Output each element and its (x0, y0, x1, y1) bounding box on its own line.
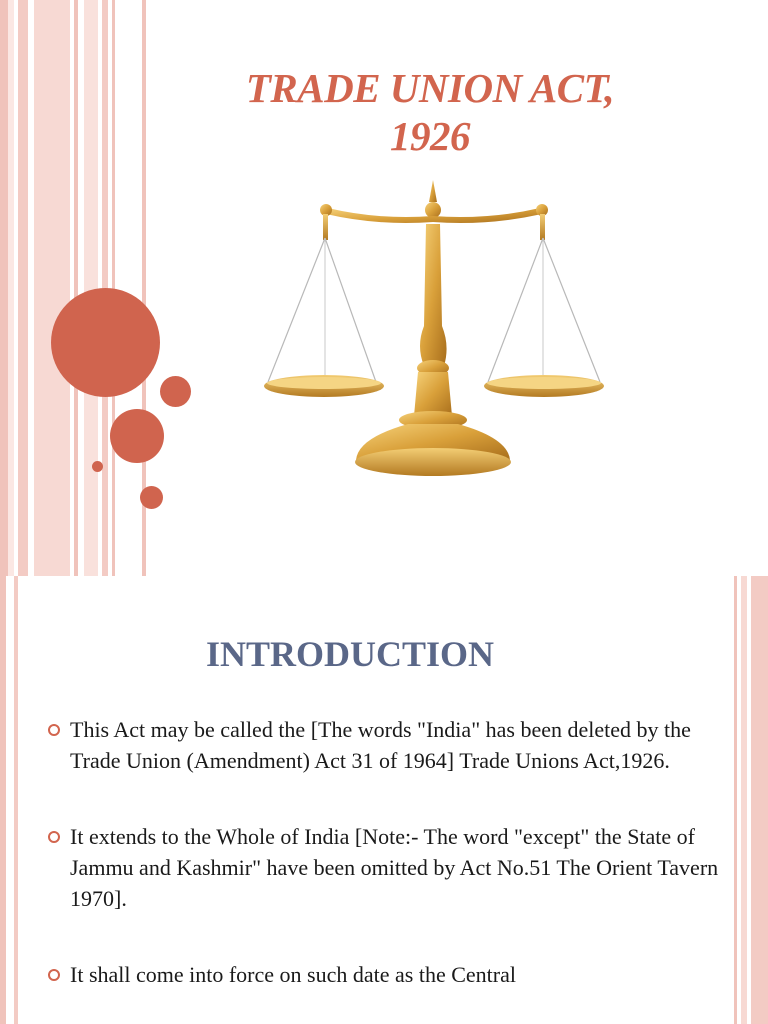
title-line-1: TRADE UNION ACT, (245, 65, 615, 111)
list-item (40, 959, 720, 990)
introduction-slide (0, 576, 768, 1024)
list-item (40, 821, 720, 914)
decorative-stripe (34, 0, 70, 576)
scales-of-justice-icon (258, 176, 610, 486)
title-line-2: 1926 (390, 113, 470, 159)
bullet-text: This Act may be called the [The words "India" has been deleted by the Trade Union (Amendment) Act 31 of 1964] Trade Unions Act,1926. (70, 717, 691, 773)
decorative-stripe (734, 576, 737, 1024)
decorative-stripe (14, 576, 18, 1024)
decorative-stripe (74, 0, 78, 576)
bullet-list (40, 714, 720, 1024)
decorative-stripe (0, 0, 8, 576)
slide-title (160, 64, 700, 160)
decorative-circle-small (92, 461, 103, 472)
bullet-circle-icon (48, 724, 60, 736)
bullet-text: It extends to the Whole of India [Note:- The word "except" the State of Jammu and Kashmir" have been omitted by Act No.51 The Orient Tavern 1970]. (70, 824, 719, 911)
slide-heading: INTRODUCTION (205, 634, 495, 674)
decorative-stripe (751, 576, 768, 1024)
decorative-stripe (18, 0, 28, 576)
decorative-stripe (0, 576, 6, 1024)
decorative-circle (110, 409, 164, 463)
decorative-circle-large (51, 288, 160, 397)
bullet-circle-icon (48, 831, 60, 843)
decorative-stripe (741, 576, 747, 1024)
bullet-text: It shall come into force on such date as the Central (70, 962, 516, 987)
bullet-circle-icon (48, 969, 60, 981)
decorative-circle (160, 376, 191, 407)
decorative-stripe (8, 0, 14, 576)
decorative-circle (140, 486, 163, 509)
list-item (40, 714, 720, 776)
